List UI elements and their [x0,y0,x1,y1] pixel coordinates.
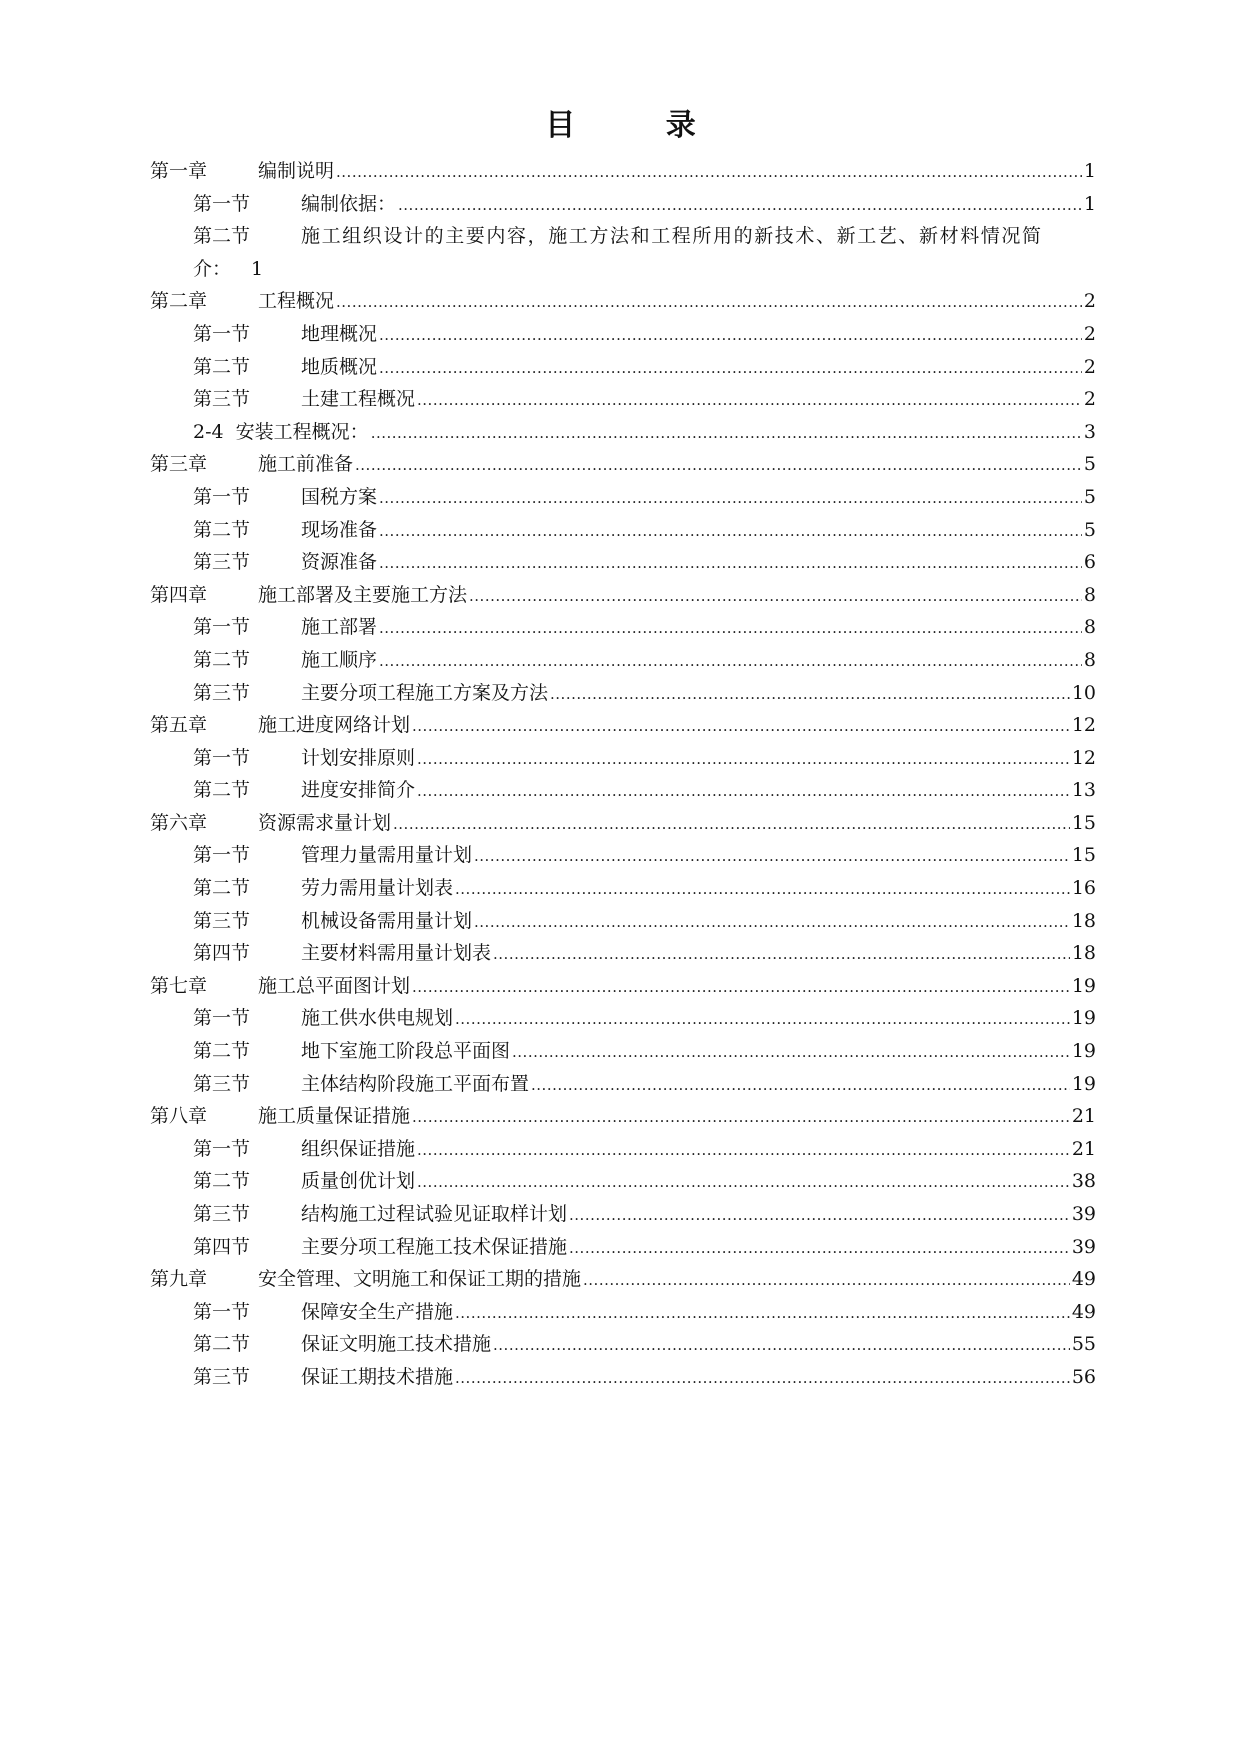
section-title: 地质概况 [301,355,378,378]
section-title: 组织保证措施 [301,1137,416,1160]
dot-leader [412,1108,1070,1126]
section-number: 第二节 [193,648,251,671]
dot-leader [371,424,1082,442]
section-title: 保证工期技术措施 [301,1365,454,1388]
section-title: 主体结构阶段施工平面布置 [301,1072,530,1095]
dot-leader [336,293,1082,311]
toc-section-3-1[interactable] [150,482,1096,515]
dot-leader [379,554,1082,572]
chapter-title: 施工前准备 [258,453,354,476]
toc-chapter-6[interactable] [150,808,1096,841]
page-number: 12 [1071,746,1096,769]
chapter-number: 第三章 [150,453,208,476]
toc-chapter-9[interactable] [150,1264,1096,1297]
section-title: 结构施工过程试验见证取样计划 [301,1203,568,1225]
page-number: 13 [1071,779,1096,802]
page-number: 10 [1071,681,1096,704]
page-number: 2 [1083,388,1096,411]
chapter-number: 第一章 [150,160,208,182]
dot-leader [583,1271,1070,1289]
section-number: 第四节 [193,1235,251,1258]
section-title-line1: 施工组织设计的主要内容，施工方法和工程所用的新技术、新工艺、新材料情况简 [301,225,1043,248]
dot-leader [474,913,1070,931]
section-number: 第二节 [193,779,251,802]
toc-section-7-3[interactable] [150,1069,1096,1102]
section-number: 第一节 [193,844,251,867]
page-number: 3 [1083,420,1096,443]
toc-section-1-1[interactable] [150,189,1096,222]
toc-section-5-2[interactable] [150,775,1096,808]
section-title: 现场准备 [301,518,378,541]
section-number: 第二节 [193,877,251,900]
section-number: 第一节 [193,192,251,215]
section-title-line2: 介： [193,257,232,280]
page-number: 5 [1083,518,1096,541]
section-title: 2-4 安装工程概况： [193,420,369,443]
toc-section-1-2[interactable] [150,221,1096,286]
toc-section-3-2[interactable] [150,515,1096,548]
dot-leader [493,945,1070,963]
section-number: 第三节 [193,1365,251,1388]
dot-leader [417,1141,1070,1159]
toc-section-8-2[interactable] [150,1166,1096,1199]
dot-leader [393,815,1070,833]
section-title: 施工顺序 [301,648,378,671]
dot-leader [455,1369,1070,1387]
toc-section-2-2[interactable] [150,352,1096,385]
page-number: 19 [1071,1040,1096,1063]
page-number: 8 [1083,583,1096,606]
chapter-title: 施工进度网络计划 [258,714,411,737]
toc-chapter-7[interactable] [150,971,1096,1004]
section-title: 地下室施工阶段总平面图 [301,1040,511,1063]
section-title: 保障安全生产措施 [301,1300,454,1323]
section-number: 第一节 [193,1137,251,1160]
toc-chapter-5[interactable] [150,710,1096,743]
section-number: 第一节 [193,616,251,639]
page-number: 18 [1071,909,1096,932]
toc-section-7-1[interactable] [150,1003,1096,1036]
section-number: 第三节 [193,1072,251,1095]
toc-section-2-3[interactable] [150,384,1096,417]
toc-section-4-3[interactable] [150,678,1096,711]
page-number: 56 [1071,1365,1096,1388]
toc-section-6-4[interactable] [150,938,1096,971]
dot-leader [569,1206,1070,1224]
section-number: 第二节 [193,1170,251,1193]
chapter-number: 第二章 [150,290,208,313]
dot-leader [474,847,1070,865]
toc-section-3-3[interactable] [150,547,1096,580]
dot-leader [379,359,1082,377]
dot-leader [550,685,1070,703]
section-number: 第二节 [193,518,251,541]
dot-leader [569,1239,1070,1257]
section-number: 第二节 [193,1040,251,1063]
section-title: 编制依据： [301,192,397,215]
section-number: 第二节 [193,1333,251,1356]
toc-chapter-8[interactable] [150,1101,1096,1134]
page-number: 19 [1071,974,1096,997]
toc-section-6-2[interactable] [150,873,1096,906]
section-title: 管理力量需用量计划 [301,844,473,867]
toc-section-2-4[interactable] [150,417,1096,450]
section-number: 第四节 [193,942,251,965]
page-title: 目 录 [545,108,736,143]
chapter-number: 第五章 [150,714,208,737]
toc-chapter-2[interactable] [150,286,1096,319]
chapter-title: 施工总平面图计划 [258,974,411,997]
section-title: 保证文明施工技术措施 [301,1333,492,1356]
page-number: 15 [1071,811,1096,834]
dot-leader [412,717,1070,735]
section-number: 第一节 [193,1007,251,1030]
page-number: 19 [1071,1007,1096,1030]
chapter-title: 安全管理、文明施工和保证工期的措施 [258,1268,582,1291]
dot-leader [379,652,1082,670]
page-number: 5 [1083,453,1096,476]
toc-section-9-1[interactable] [150,1297,1096,1330]
page-number: 21 [1071,1105,1096,1128]
page-number: 49 [1071,1268,1096,1291]
toc-section-6-3[interactable] [150,906,1096,939]
chapter-title: 施工质量保证措施 [258,1105,411,1128]
dot-leader [379,489,1082,507]
dot-leader [417,391,1082,409]
page-number: 49 [1071,1300,1096,1323]
section-title: 主要分项工程施工技术保证措施 [301,1235,568,1258]
dot-leader [417,750,1070,768]
dot-leader [417,782,1070,800]
chapter-title: 工程概况 [258,290,335,313]
page-number: 8 [1083,648,1096,671]
section-number: 第二节 [193,355,251,378]
section-number: 第二节 [193,225,251,248]
dot-leader [455,880,1070,898]
toc-chapter-1[interactable] [150,156,1096,189]
section-title: 施工供水供电规划 [301,1007,454,1030]
dot-leader [469,587,1082,605]
toc-chapter-4[interactable] [150,580,1096,613]
page-number: 21 [1071,1137,1096,1160]
page-number: 19 [1071,1072,1096,1095]
toc-section-6-1[interactable] [150,840,1096,873]
page-number: 39 [1071,1203,1096,1225]
toc-chapter-3[interactable] [150,449,1096,482]
toc-section-5-1[interactable] [150,743,1096,776]
table-of-contents [150,156,1096,1395]
chapter-number: 第九章 [150,1268,208,1291]
dot-leader [379,619,1082,637]
chapter-number: 第六章 [150,811,208,834]
section-title: 进度安排简介 [301,779,416,802]
section-number: 第三节 [193,681,251,704]
section-title: 土建工程概况 [301,388,416,411]
section-title: 国税方案 [301,485,378,508]
section-title: 机械设备需用量计划 [301,909,473,932]
chapter-number: 第八章 [150,1105,208,1128]
dot-leader [379,522,1082,540]
section-number: 第三节 [193,909,251,932]
toc-section-9-2[interactable] [150,1329,1096,1362]
section-title: 主要材料需用量计划表 [301,942,492,965]
section-number: 第三节 [193,1203,251,1225]
chapter-number: 第七章 [150,974,208,997]
toc-section-8-4[interactable] [150,1232,1096,1265]
page-number: 38 [1071,1170,1096,1193]
dot-leader [379,326,1082,344]
dot-leader [531,1076,1070,1094]
section-title: 施工部署 [301,616,378,639]
dot-leader [455,1304,1070,1322]
chapter-number: 第四章 [150,583,208,606]
dot-leader [412,978,1070,996]
page-number: 1 [251,257,264,280]
toc-section-2-1[interactable] [150,319,1096,352]
section-number: 第一节 [193,322,251,345]
dot-leader [417,1173,1070,1191]
section-number: 第一节 [193,1300,251,1323]
dot-leader [398,196,1082,214]
page-number: 55 [1071,1333,1096,1356]
dot-leader [512,1043,1070,1061]
page-number: 39 [1071,1235,1096,1258]
section-title: 地理概况 [301,322,378,345]
section-number: 第三节 [193,388,251,411]
dot-leader [355,456,1082,474]
page-number: 15 [1071,844,1096,867]
toc-section-4-1[interactable] [150,612,1096,645]
section-title: 主要分项工程施工方案及方法 [301,681,549,704]
section-title: 质量创优计划 [301,1170,416,1193]
toc-section-8-1[interactable] [150,1134,1096,1167]
toc-section-9-3[interactable] [150,1362,1096,1395]
section-number: 第三节 [193,551,251,574]
page-number: 2 [1083,290,1096,313]
toc-section-8-3[interactable] [150,1199,1096,1232]
page-number: 6 [1083,551,1096,574]
page-number: 2 [1083,322,1096,345]
section-number: 第一节 [193,746,251,769]
page-number: 5 [1083,485,1096,508]
toc-section-7-2[interactable] [150,1036,1096,1069]
page-number: 16 [1071,877,1096,900]
toc-section-4-2[interactable] [150,645,1096,678]
dot-leader [336,163,1082,181]
dot-leader [493,1336,1070,1354]
section-title: 计划安排原则 [301,746,416,769]
chapter-title: 资源需求量计划 [258,811,392,834]
section-number: 第一节 [193,485,251,508]
page-number: 1 [1083,160,1096,182]
chapter-title: 编制说明 [258,160,335,182]
page-number: 12 [1071,714,1096,737]
chapter-title: 施工部署及主要施工方法 [258,583,468,606]
page-number: 2 [1083,355,1096,378]
page-number: 18 [1071,942,1096,965]
page-number: 1 [1083,192,1096,215]
section-title: 劳力需用量计划表 [301,877,454,900]
page-number: 8 [1083,616,1096,639]
section-title: 资源准备 [301,551,378,574]
dot-leader [455,1010,1070,1028]
